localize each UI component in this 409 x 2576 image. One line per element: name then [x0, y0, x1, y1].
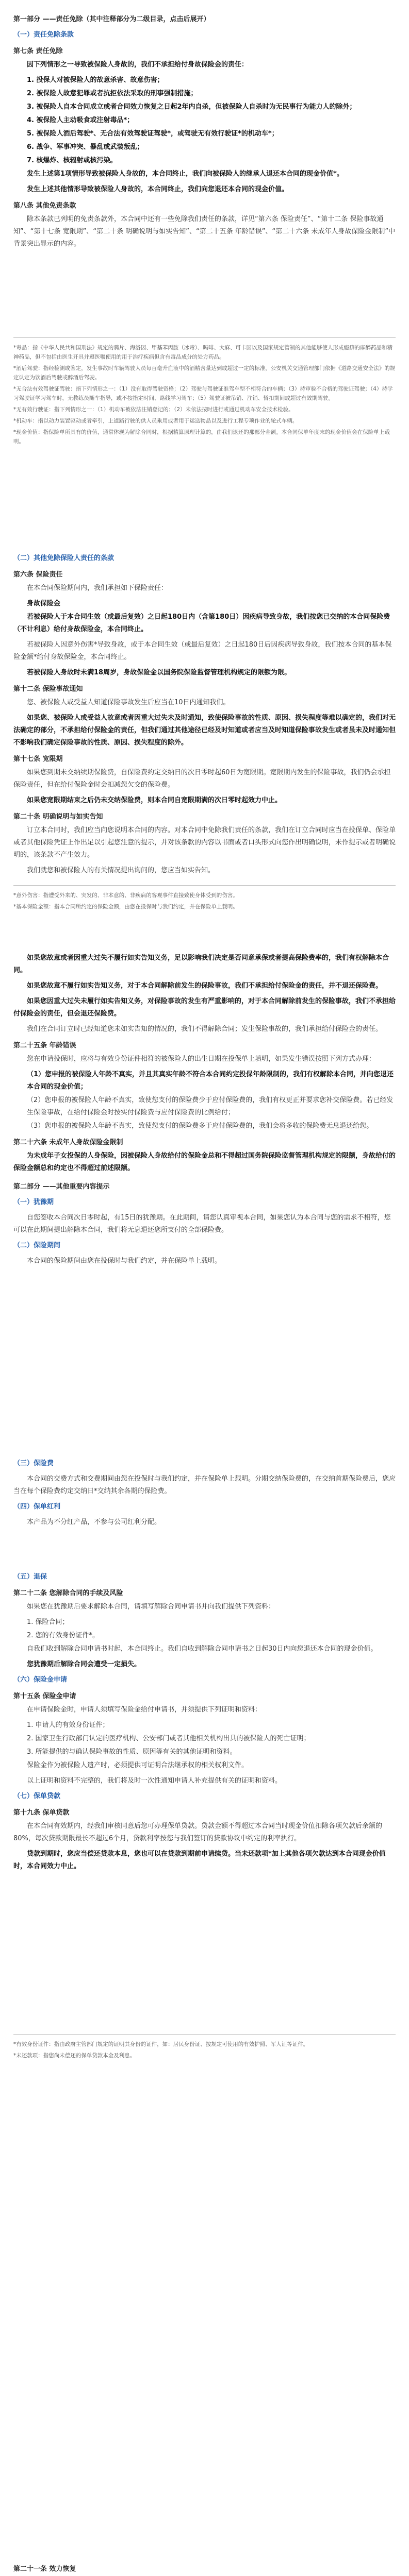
- surrender-article-title: 第二十二条 您解除合同的手续及风险: [13, 1589, 123, 1598]
- article-8-title: 第八条 其他免责条款: [13, 202, 76, 210]
- claim-item: 2. 国家卫生行政部门认定的医疗机构、公安部门或者其他相关机构出具的被保险人的死亡证明；: [27, 1735, 310, 1743]
- blank-space: [0, 2145, 409, 2559]
- exclusion-item: 1. 投保人对被保险人的故意杀害、故意伤害；: [27, 76, 164, 84]
- article-20-para: 如果您因重大过失未履行如实告知义务，对保险事故的发生有严重影响的，对于本合同解除前发生的保险事故，我们不承担给付保险金的责任，但会退还保险费。: [13, 997, 396, 1018]
- age-error-item: （1）您申报的被保险人年龄不真实，并且其真实年龄不符合本合同约定投保年龄限制的，我们有权解除本合同，并向您退还本合同的现金价值；: [27, 1071, 394, 1091]
- footnote-divider: [13, 2034, 396, 2035]
- footnote-drunk-driving: *酒后驾驶：指经检测或鉴定，发生事故时车辆驾驶人员每百毫升血液中的酒精含量达到或超过一定的标准，公安机关交通管理部门依据《道路交通安全法》的规定认定为饮酒后驾驶或醉酒后驾驶。: [13, 365, 396, 381]
- footnotes-group-2: [0, 880, 409, 952]
- article-7-note: 发生上述其他情形导致被保险人身故的，本合同终止，我们向您退还本合同的现金价值。: [27, 185, 289, 193]
- article-20-para: 如果您故意或者因重大过失不履行如实告知义务，足以影响我们决定是否同意承保或者提高保险费率的，我们有权解除本合同。: [13, 954, 389, 974]
- article-6-para: 若被保险人因意外伤害*导致身故，或于本合同生效（或最后复效）之日起180日后因疾病导致身故，我们按本合同的基本保险金额*给付身故保险金，本合同终止。: [13, 641, 392, 661]
- footnote-id-document: *有效身份证件：指由政府主管部门规定的证明其身份的证件，如：居民身份证、按规定可使用的有效护照、军人证等证件。: [13, 2041, 309, 2048]
- exclusion-item: 6. 战争、军事冲突、暴乱或武装叛乱；: [27, 143, 144, 151]
- claim-intro: 在申请保险金时，申请人须填写保险金给付申请书，并须提供下列证明和资料：: [27, 1706, 262, 1714]
- reinstatement-section: [0, 2559, 409, 2576]
- article-20-para: 我们就您和被保险人的有关情况提出询问的，您应当如实告知。: [27, 867, 215, 874]
- article-17-para: 如果您到期未交纳续期保险费，自保险费约定交纳日的次日零时起60日为宽限期。宽限期内发生的保险事故，我们仍会承担保险责任，但在给付保险金时会扣减您欠交的保险费。: [13, 769, 391, 789]
- claim-para: 以上证明和资料不完整的，我们将及时一次性通知申请人补充提供有关的证明和资料。: [27, 1777, 282, 1785]
- claim-item: 3. 所能提供的与确认保险事故的性质、原因等有关的其他证明和资料。: [27, 1748, 237, 1756]
- article-26-title: 第二十六条 未成年人身故保险金限制: [13, 1139, 123, 1146]
- article-20-para: 如果您故意不履行如实告知义务，对于本合同解除前发生的保险事故，我们不承担给付保险金的责任，并不退还保险费。: [27, 982, 383, 990]
- footnote-divider: [13, 885, 396, 886]
- claim-item: 1. 申请人的有效身份证件；: [27, 1721, 109, 1730]
- section-insurance-period[interactable]: （二）保险期间: [13, 1242, 61, 1249]
- article-6-intro: 在本合同保险期间内，我们承担如下保险责任：: [27, 584, 168, 592]
- surrender-item: 2. 您的有效身份证件*。: [27, 1632, 100, 1640]
- blank-space: [0, 1270, 409, 1454]
- claim-article-title: 第十五条 保险金申请: [13, 1692, 76, 1701]
- footnotes-group-1: [0, 332, 409, 549]
- article-12-title: 第十二条 保险事故通知: [13, 685, 83, 693]
- death-benefit-title: 身故保险金: [27, 600, 61, 607]
- article-17-title: 第十七条 宽限期: [13, 755, 63, 763]
- age-error-item: （3）您申报的被保险人年龄不真实，致使您支付的保险费多于应付保险费的，我们会将多收的保险费无息退还给您。: [27, 1122, 373, 1130]
- footnote-accident: *意外伤害：指遭受外来的、突发的、非本意的、非疾病的客观事件直接致使身体受到的伤害。: [13, 892, 238, 899]
- footnotes-group-3: [0, 2029, 409, 2145]
- footnote-cash-value: *现金价值：指保险单所具有的价值，通常体现为解除合同时，根据精算原理计算的，由我们退还的那部分金额。本合同保单年度末的现金价值会在保险单上载明。: [13, 429, 390, 445]
- footnote-drugs: *毒品：指《中华人民共和国刑法》规定的鸦片、海洛因、甲基苯丙胺（冰毒）、吗啡、大麻、可卡因以及国家规定管制的其他能够使人形成瘾癖的麻醉药品和精神药品，但不包括由医生开具并遵医嘱使用的用于治疗疾病但含有毒品成分的处方药品。: [13, 345, 392, 360]
- article-20-title: 第二十条 明确说明与如实告知: [13, 813, 103, 821]
- section-policy-loan[interactable]: （七）保单贷款: [13, 1792, 61, 1801]
- section-exclusion-clauses[interactable]: （一）责任免除条款: [13, 31, 74, 39]
- part1-section2: [0, 549, 409, 880]
- surrender-item: 1. 保险合同；: [27, 1618, 69, 1626]
- section-surrender[interactable]: （五）退保: [13, 1573, 47, 1581]
- section-other-exclusions[interactable]: （二）其他免除保险人责任的条款: [13, 554, 114, 562]
- claim-para: 保险金作为被保险人遗产时，必须提供可证明合法继承权的相关权利文件。: [27, 1761, 249, 1770]
- footnote-unpaid-amount: *未还款项：指您尚未偿还的保单贷款本金及利息。: [13, 2053, 136, 2059]
- footnote-no-license: *无合法有效驾驶证驾驶：指下列情形之一：（1）没有取得驾驶资格；（2）驾驶与驾驶证准驾车型不相符合的车辆；（3）持审验不合格的驾驶证驾驶；（4）持学习驾驶证学习驾车时，无教练员随车指导，或不按指定时间、路线学习驾车；（5）驾驶证被吊销、注销、暂扣期间或超过有效期驾驶。: [13, 386, 393, 401]
- article-17-para: 如果您宽限期结束之后仍未交纳保险费，则本合同自宽限期满的次日零时起效力中止。: [27, 796, 282, 804]
- article-7-note: 发生上述第1项情形导致被保险人身故的，本合同终止，我们向被保险人的继承人退还本合同的现金价值*。: [27, 170, 343, 178]
- article-25-title: 第二十五条 年龄错误: [13, 1042, 76, 1049]
- surrender-intro: 如果您在犹豫期后要求解除本合同，请填写解除合同申请书并向我们提供下列资料：: [27, 1603, 275, 1611]
- hesitation-period-text: 自您签收本合同次日零时起，有15日的犹豫期。在此期间，请您认真审视本合同，如果您认为本合同与您的需求不相符，您可以在此期间提出解除本合同，我们将无息退还您所支付的全部保险费。: [13, 1214, 391, 1234]
- exclusion-item: 7. 核爆炸、核辐射或核污染。: [27, 157, 117, 164]
- footnote-sum-insured: *基本保险金额：指本合同所约定的保险金额，由您在投保时与我们约定，并在保险单上载明。: [13, 904, 238, 910]
- insurance-period-text: 本合同的保险期间由您在投保时与我们约定，并在保险单上载明。: [27, 1257, 222, 1265]
- loan-para: 在本合同有效期内，经我们审核同意后您可办理保单贷款。贷款金额不得超过本合同当时现金价值扣除各项欠款后余额的80%，每次贷款期限最长不超过6个月，贷款利率按您与我们签订的贷款协议中约定的利率执行。: [13, 1822, 383, 1843]
- surrender-para: 自我们收到解除合同申请书时起，本合同终止。我们自收到解除合同申请书之日起30日内向您退还本合同的现金价值。: [27, 1645, 378, 1653]
- section-claim[interactable]: （六）保险金申请: [13, 1676, 68, 1684]
- article-12-para: 您、被保险人或受益人知道保险事故发生后应当在10日内通知我们。: [27, 699, 230, 706]
- article-12-para: 如果您、被保险人或受益人故意或者因重大过失未及时通知，致使保险事故的性质、原因、损失程度等难以确定的，我们对无法确定的部分，不承担给付保险金的责任，但我们通过其他途径已经及时知道或者应当及时知道保险事故发生或者虽未及时通知但不影响我们确定保险事故的性质、原因、损失程度的除外。: [13, 714, 396, 747]
- article-7-title: 第七条 责任免除: [13, 47, 63, 55]
- article-20-para: 我们在合同订立时已经知道您未如实告知的情况的，我们不得解除合同；发生保险事故的，我们承担给付保险金的责任。: [27, 1025, 383, 1033]
- dividend-text: 本产品为不分红产品，不参与公司红利分配。: [27, 1518, 161, 1527]
- exclusion-item: 5. 被保险人酒后驾驶*、无合法有效驾驶证驾驶*，或驾驶无有效行驶证*的机动车*；: [27, 130, 279, 138]
- loan-article-title: 第十九条 保单贷款: [13, 1809, 70, 1817]
- footnote-divider: [13, 337, 396, 338]
- article-20-para: 订立本合同时，我们应当向您说明本合同的内容。对本合同中免除我们责任的条款，我们在订立合同时应当在投保单、保险单或者其他保险凭证上作出足以引起您注意的提示，并对该条款的内容以书面或者口头形式向您作出明确说明，未作提示或者明确说明的，该条款不产生效力。: [13, 826, 396, 859]
- part1-section: [0, 0, 409, 332]
- exclusion-item: 4. 被保险人主动吸食或注射毒品*；: [27, 116, 134, 124]
- article-7-intro: 因下列情形之一导致被保险人身故的，我们不承担给付身故保险金的责任：: [27, 61, 249, 69]
- exclusion-item: 3. 被保险人自本合同成立或者合同效力恢复之日起2年内自杀，但被保险人自杀时为无民事行为能力人的除外；: [27, 103, 356, 111]
- article-26-text: 为未成年子女投保的人身保险，因被保险人身故给付的保险金总和不得超过国务院保险监督管理机构规定的限额，身故给付的保险金额总和约定也不得超过前述限额。: [13, 1152, 396, 1172]
- footnote-no-vehicle-permit: *无有效行驶证：指下列情形之一：（1）机动车被依法注销登记的；（2）未依法按时进行或通过机动车安全技术检验。: [13, 406, 294, 413]
- part2-title: 第二部分 ——其他重要内容提示: [13, 1183, 110, 1191]
- part1-title: 第一部分 ——责任免除（其中注释部分为二级目录，点击后展开）: [13, 15, 210, 23]
- article-6-para: 若被保险人身故时未满18周岁，身故保险金以国务院保险监督管理机构规定的限额为限。: [27, 669, 291, 676]
- section-hesitation-period[interactable]: （一）犹豫期: [13, 1198, 54, 1206]
- part2-main-section: [0, 1568, 409, 2029]
- article-8-text: 除本条款已列明的免责条款外，本合同中还有一些免除我们责任的条款，详见“第六条 保险责任”、“第十二条 保险事故通知”、“第十七条 宽限期”、“第二十条 明确说明与如实告知”、“第二十五条 年龄错误”、“第二十六条 未成年人身故保险金限制”中背景突出显示的内容。: [13, 215, 396, 248]
- section-dividend[interactable]: （四）保单红利: [13, 1503, 61, 1511]
- surrender-para: 您犹豫期后解除合同会遭受一定损失。: [27, 1660, 141, 1669]
- premium-text: 本合同的交费方式和交费期间由您在投保时与我们约定，并在保险单上载明。分期交纳保险费的，在交纳首期保险费后，您应当在每个保险费约定交纳日*交纳其余各期的保险费。: [13, 1475, 396, 1496]
- exclusion-item: 2. 被保险人故意犯罪或者抗拒依法采取的刑事强制措施；: [27, 90, 198, 97]
- section-premium[interactable]: （三）保险费: [13, 1460, 54, 1468]
- article-6-para: 若被保险人于本合同生效（或最后复效）之日起180日内（含第180日）因疾病导致身故，我们按您已交纳的本合同保险费（不计利息）给付身故保险金，本合同终止。: [13, 613, 390, 633]
- article-6-title: 第六条 保险责任: [13, 571, 63, 579]
- part1-section2-continued: [0, 952, 409, 1270]
- part2-premium-section: [0, 1454, 409, 1568]
- reinstatement-title: 第二十一条 效力恢复: [13, 2565, 76, 2573]
- age-error-item: （2）您申报的被保险人年龄不真实，致使您支付的保险费少于应付保险费的，我们有权更正并要求您补交保险费。若已经发生保险事故，在给付保险金时按实付保险费与应付保险费的比例给付；: [27, 1096, 394, 1116]
- loan-para: 贷款到期时，您应当偿还贷款本息，您也可以在贷款到期前申请续贷。当未还款项*加上其他各项欠款达到本合同现金价值时，本合同效力中止。: [13, 1850, 386, 1871]
- article-25-intro: 您在申请投保时，应将与有效身份证件相符的被保险人的出生日期在投保单上填明，如果发生错误按照下列方式办理：: [27, 1055, 376, 1063]
- footnote-motor-vehicle: *机动车：指以动力装置驱动或者牵引，上道路行驶的供人员乘用或者用于运送物品以及进行工程专项作业的轮式车辆。: [13, 418, 298, 424]
